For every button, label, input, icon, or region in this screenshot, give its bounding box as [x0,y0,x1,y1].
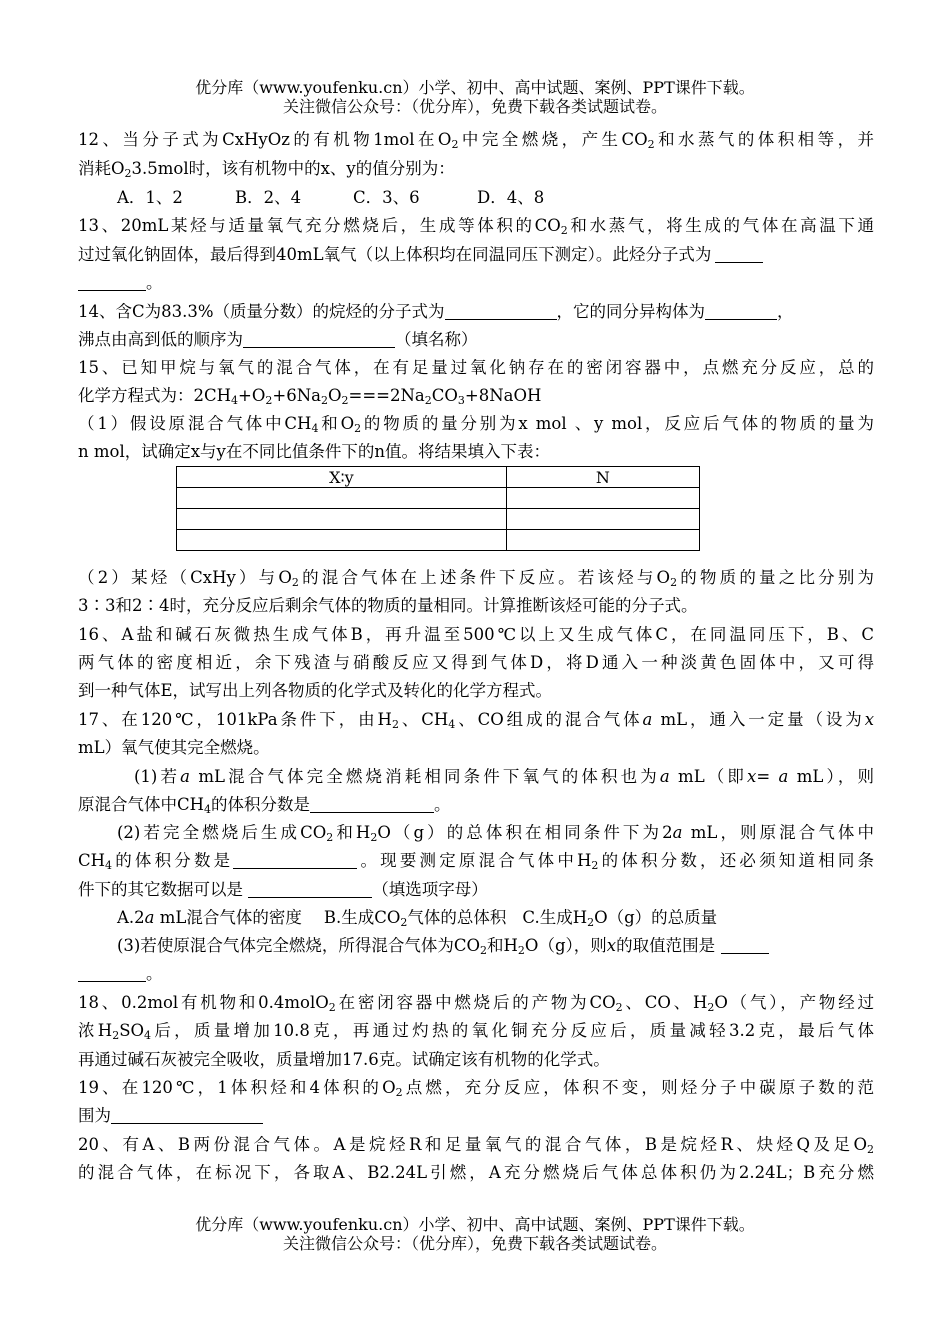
q17-line-7: 件下的其它数据可以是 （填选项字母） [78,880,488,899]
q12-line-2: 消耗$O_23.5mol$时，该有机物中的x、y的值分别为： [78,159,455,180]
table-cell [506,509,699,530]
footer-line-2: 关注微信公众号：（优分库），免费下载各类试题试卷。 [282,1234,667,1253]
table-header-n: N [506,467,699,488]
q12-line-1: 12、当分子式为CxHyOz的有机物1mol在$O_2$中完全燃烧，产生$CO_2$和水蒸气的体积相等，并 [78,130,875,151]
header-line-2: 关注微信公众号：（优分库），免费下载各类试题试卷。 [282,97,667,116]
q17-line-1: 17、在120℃，101kPa条件下，由$H_2$、$CH_4$、CO组成的混合气体a mL，通入一定量（设为x [78,710,875,731]
q14-line-2: 沸点由高到低的顺序为 （填名称） [78,330,478,349]
q12-option-d: D．4、8 [477,188,545,207]
table-cell [506,530,699,551]
q12-options [117,188,913,208]
q13-line-2: 过过氧化钠固体，最后得到40mL氧气（以上体积均在同温同压下测定）。此烃分子式为 [78,245,874,265]
q12-option-b: B．2、4 [235,188,302,207]
q17-line-6: $CH_4$的体积分数是 。现要测定原混合气体中$H_2$的体积分数，还必须知道相同条 [78,851,875,872]
q12-option-a: A．1、2 [117,188,183,207]
q19-line-1: 19、在120℃，1体积烃和4体积的$O_2$点燃，充分反应，体积不变，则烃分子中碳原子数的范 [78,1078,874,1099]
table-cell [506,488,699,509]
q15-line-4: n mol，试确定x与y在不同比值条件下的n值。将结果填入下表： [78,442,550,461]
table-cell [177,488,507,509]
table-row [177,488,700,509]
table-header-row [177,467,700,488]
page-footer [0,1215,950,1253]
table-header-ratio: X∶y [177,467,507,488]
q15-answer-table [176,466,700,551]
q16-line-2: 两气体的密度相近，余下残渣与硝酸反应又得到气体D，将D通入一种淡黄色固体中，又可得 [78,653,874,672]
q16-line-3: 到一种气体E，试写出上列各物质的化学式及转化的化学方程式。 [78,681,553,700]
table-row [177,530,700,551]
q13-line-3: 。 [78,273,874,293]
q15-line-1: 15、已知甲烷与氧气的混合气体，在有足量过氧化钠存在的密闭容器中，点燃充分反应，总的 [78,358,874,377]
q17-line-10: 。 [78,964,874,984]
table-cell [177,530,507,551]
table-row [177,509,700,530]
q17-line-2: mL）氧气使其完全燃烧。 [78,738,270,757]
q15-line-2: 化学方程式为：$2CH_4+O_2+6Na_2O_2===2Na_2CO_3+8NaOH$ [78,386,542,407]
q17-line-9: (3)若使原混合气体完全燃烧，所得混合气体为$CO_2$和$H_2O(g)$，则x的取值范围是 [117,936,874,956]
q20-line-1: 20、有A、B两份混合气体。A是烷烃R和足量氧气的混合气体，B是烷烃R、炔烃Q及足$O_2$ [78,1135,874,1156]
q18-line-2: 浓$H_2SO_4$后，质量增加10.8克，再通过灼热的氧化铜充分反应后，质量减轻3.2克，最后气体 [78,1021,875,1042]
q12-option-c: C．3、6 [353,188,420,207]
q14-line-1: 14、含C为83.3%（质量分数）的烷烃的分子式为 ，它的同分异构体为 ， [78,302,794,321]
q16-line-1: 16、A盐和碱石灰微热生成气体B，再升温至500℃以上又生成气体C，在同温同压下，B、C [78,625,874,644]
q17-line-4: 原混合气体中$CH_4$的体积分数是 。 [78,795,451,816]
q15-line-6: 3∶3和2∶4时，充分反应后剩余气体的物质的量相同。计算推断该烃可能的分子式。 [78,596,698,615]
q19-line-2: 围为 [78,1106,874,1126]
q17-line-3: (1)若a mL混合气体完全燃烧消耗相同条件下氧气的体积也为a mL（即x= a mL），则 [134,767,874,786]
q15-line-5: （2）某烃（CxHy）与$O_2$的混合气体在上述条件下反应。若该烃与$O_2$的物质的量之比分别为 [78,568,875,589]
q13-line-1: 13、20mL某烃与适量氧气充分燃烧后，生成等体积的$CO_2$和水蒸气，将生成的气体在高温下通 [78,216,875,237]
page-header [0,78,950,116]
footer-line-1: 优分库（www.youfenku.cn）小学、初中、高中试题、案例、PPT课件下载。 [195,1215,755,1234]
q18-line-3: 再通过碱石灰被完全吸收，质量增加17.6克。试确定该有机物的化学式。 [78,1050,610,1069]
q17-line-5: (2)若完全燃烧后生成$CO_2$和$H_2O(g)$的总体积在相同条件下为2a mL，则原混合气体中 [117,823,875,844]
q18-line-1: 18、0.2mol有机物和0.4molO$_2$在密闭容器中燃烧后的产物为$CO_2$、CO、$H_2O$（气），产物经过 [78,993,874,1014]
header-line-1: 优分库（www.youfenku.cn）小学、初中、高中试题、案例、PPT课件下载。 [195,78,755,97]
q20-line-2: 的混合气体，在标况下，各取A、B2.24L引燃，A充分燃烧后气体总体积仍为2.24L；B充分燃 [78,1163,874,1182]
q17-line-8: A.2a mL混合气体的密度 B.生成$CO_2$气体的总体积 C.生成$H_2O(g)$的总质量 [117,908,718,929]
table-cell [177,509,507,530]
q15-line-3: （1）假设原混合气体中$CH_4$和$O_2$的物质的量分别为x mol 、y mol，反应后气体的物质的量为 [78,414,874,435]
